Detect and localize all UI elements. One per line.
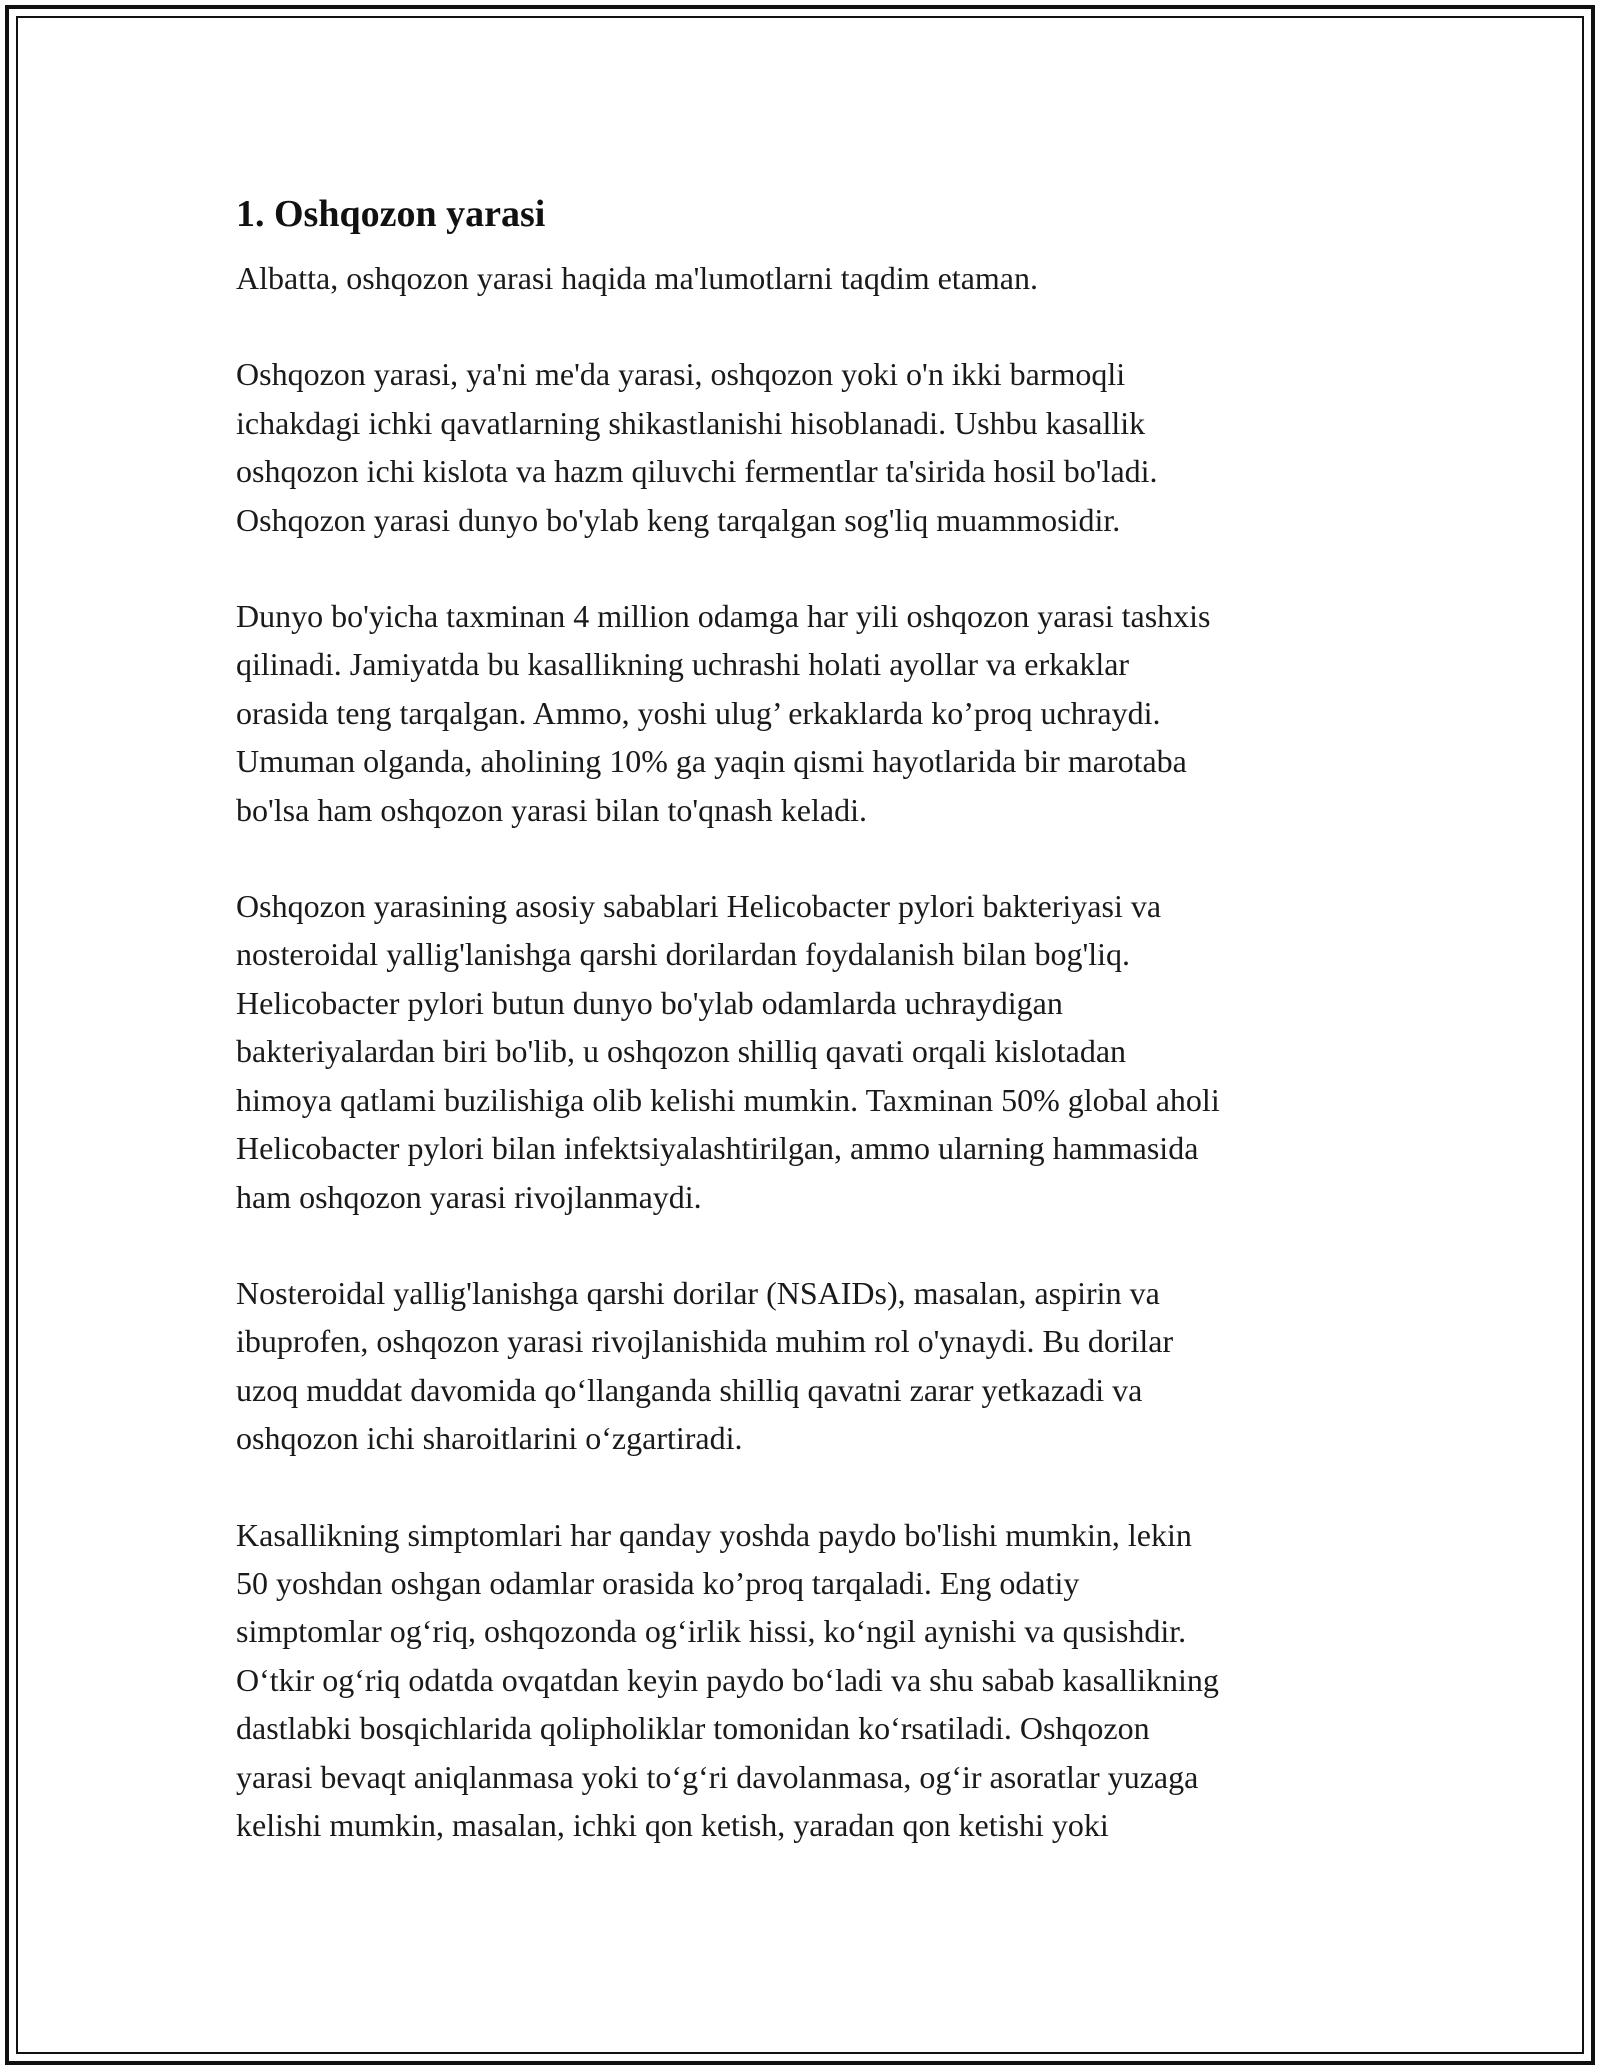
text-line: dastlabki bosqichlarida qolipholiklar tomonidan ko‘rsatiladi. Oshqozon bbox=[236, 1710, 1150, 1747]
text-line: Umuman olganda, aholining 10% ga yaqin qismi hayotlarida bir marotaba bbox=[236, 743, 1187, 780]
text-line: nosteroidal yallig'lanishga qarshi dorilardan foydalanish bilan bog'liq. bbox=[236, 936, 1130, 973]
paragraph-prevalence bbox=[236, 592, 1376, 834]
paragraph-symptoms bbox=[236, 1511, 1376, 1850]
text-line: yarasi bevaqt aniqlanmasa yoki to‘g‘ri davolanmasa, og‘ir asoratlar yuzaga bbox=[236, 1758, 1199, 1795]
text-line: Oshqozon yarasi dunyo bo'ylab keng tarqalgan sog'liq muammosidir. bbox=[236, 501, 1121, 538]
paragraph-definition bbox=[236, 350, 1376, 544]
text-line: ibuprofen, oshqozon yarasi rivojlanishida muhim rol o'ynaydi. Bu dorilar bbox=[236, 1323, 1174, 1360]
text-line: 50 yoshdan oshgan odamlar orasida ko’proq tarqaladi. Eng odatiy bbox=[236, 1564, 1080, 1601]
text-line: Nosteroidal yallig'lanishga qarshi dorilar (NSAIDs), masalan, aspirin va bbox=[236, 1274, 1160, 1311]
text-line: Kasallikning simptomlari har qanday yoshda paydo bo'lishi mumkin, lekin bbox=[236, 1516, 1192, 1553]
text-line: Oshqozon yarasining asosiy sabablari Helicobacter pylori bakteriyasi va bbox=[236, 888, 1162, 925]
text-line: Helicobacter pylori bilan infektsiyalashtirilgan, ammo ularning hammasida bbox=[236, 1130, 1199, 1167]
text-line: Helicobacter pylori butun dunyo bo'ylab odamlarda uchraydigan bbox=[236, 984, 1063, 1021]
text-line: simptomlar og‘riq, oshqozonda og‘irlik hissi, ko‘ngil aynishi va qusishdir. bbox=[236, 1613, 1187, 1650]
text-line: ham oshqozon yarasi rivojlanmaydi. bbox=[236, 1178, 702, 1215]
text-line: ichakdagi ichki qavatlarning shikastlanishi hisoblanadi. Ushbu kasallik bbox=[236, 404, 1146, 441]
document-body bbox=[236, 186, 1376, 1897]
document-title: 1. Oshqozon yarasi bbox=[236, 193, 546, 235]
text-line: uzoq muddat davomida qo‘llanganda shilliq qavatni zarar yetkazadi va bbox=[236, 1371, 1143, 1408]
text-line: qilinadi. Jamiyatda bu kasallikning uchrashi holati ayollar va erkaklar bbox=[236, 646, 1130, 683]
paragraph-intro bbox=[236, 254, 1376, 302]
text-line: bo'lsa ham oshqozon yarasi bilan to'qnash keladi. bbox=[236, 791, 867, 828]
text-line: Dunyo bo'yicha taxminan 4 million odamga har yili oshqozon yarasi tashxis bbox=[236, 598, 1211, 635]
text-line: kelishi mumkin, masalan, ichki qon ketish, yaradan qon ketishi yoki bbox=[236, 1806, 1109, 1843]
text-line: Albatta, oshqozon yarasi haqida ma'lumotlarni taqdim etaman. bbox=[236, 260, 1038, 296]
text-line: O‘tkir og‘riq odatda ovqatdan keyin paydo bo‘ladi va shu sabab kasallikning bbox=[236, 1661, 1219, 1698]
text-line: bakteriyalardan biri bo'lib, u oshqozon shilliq qavati orqali kislotadan bbox=[236, 1033, 1127, 1070]
text-line: oshqozon ichi kislota va hazm qiluvchi fermentlar ta'sirida hosil bo'ladi. bbox=[236, 453, 1158, 490]
paragraph-nsaids bbox=[236, 1269, 1376, 1463]
text-line: oshqozon ichi sharoitlarini o‘zgartiradi. bbox=[236, 1420, 743, 1457]
text-line: himoya qatlami buzilishiga olib kelishi mumkin. Taxminan 50% global aholi bbox=[236, 1081, 1220, 1118]
text-line: orasida teng tarqalgan. Ammo, yoshi ulug’ erkaklarda ko’proq uchraydi. bbox=[236, 694, 1161, 731]
text-line: Oshqozon yarasi, ya'ni me'da yarasi, oshqozon yoki o'n ikki barmoqli bbox=[236, 356, 1126, 393]
paragraph-causes bbox=[236, 882, 1376, 1221]
